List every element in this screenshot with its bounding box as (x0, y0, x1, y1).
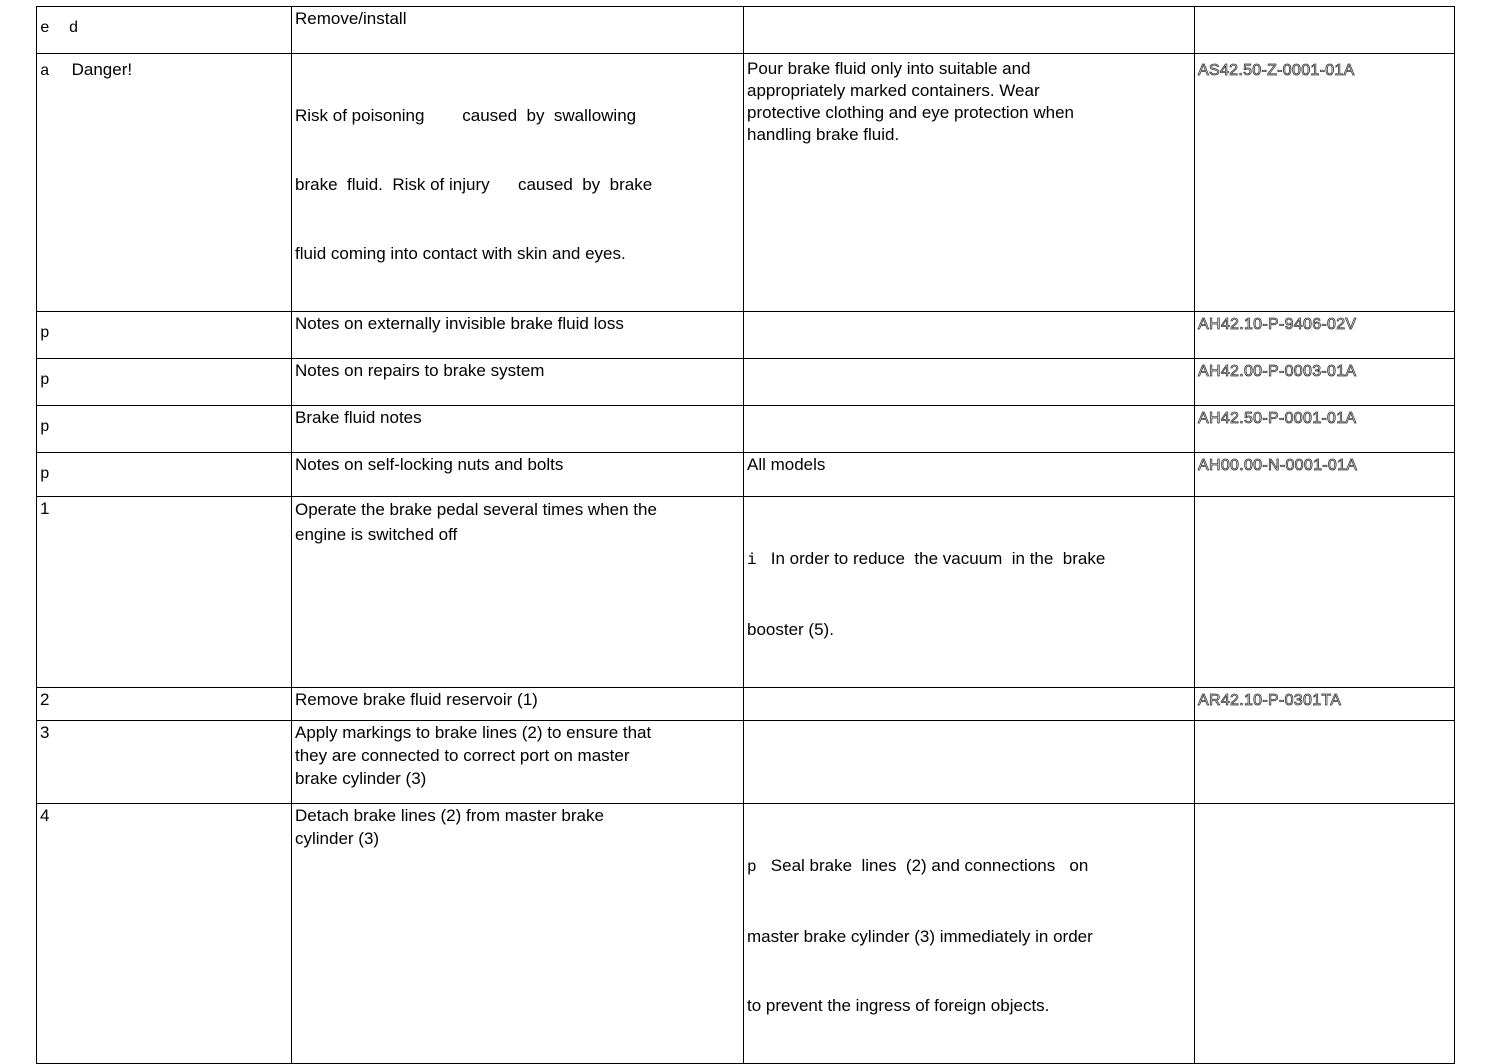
note-symbol-cell (37, 453, 292, 497)
note-ref-cell (1195, 359, 1455, 406)
note-symbol-cell (37, 312, 292, 359)
danger-label: Danger! (71, 60, 133, 79)
note-icon: p (40, 371, 50, 389)
step-number: 3 (40, 723, 50, 742)
note-text: Notes on self-locking nuts and bolts (295, 455, 564, 474)
note-ref-cell (1195, 453, 1455, 497)
step-number: 1 (40, 499, 50, 518)
note-text: Notes on externally invisible brake fluid loss (295, 314, 624, 333)
table-row-step (37, 688, 1455, 721)
danger-text-line: fluid coming into contact with skin and eyes. (295, 244, 626, 263)
note-symbol-cell (37, 359, 292, 406)
step-number: 2 (40, 690, 50, 709)
note-ref-link[interactable]: AH42.10-P-9406-02V (1198, 316, 1357, 333)
danger-text-line: Risk of poisoning caused by swallowing (295, 106, 637, 125)
danger-text-cell (292, 54, 744, 312)
procedure-table (36, 6, 1455, 1064)
step-text-cell (292, 497, 744, 688)
step-text-line: Apply markings to brake lines (2) to ensure that (295, 723, 652, 742)
note-extra-cell (744, 453, 1195, 497)
note-ref-cell (1195, 312, 1455, 359)
note-ref-cell (1195, 406, 1455, 453)
step-text-line: they are connected to correct port on master (295, 746, 630, 765)
step-note-cell (744, 688, 1195, 721)
step-text-line: cylinder (3) (295, 829, 380, 848)
header-note-cell (744, 7, 1195, 54)
note-text-cell (292, 359, 744, 406)
note-icon: p (40, 465, 50, 483)
danger-ref-cell (1195, 54, 1455, 312)
step-text-cell (292, 688, 744, 721)
danger-note-cell (744, 54, 1195, 312)
table-row-note (37, 453, 1455, 497)
step-text-line: Detach brake lines (2) from master brake (295, 806, 604, 825)
header-symbols: e d (40, 19, 79, 37)
step-ref-link[interactable]: AR42.10-P-0301TA (1198, 692, 1342, 709)
header-title: Remove/install (295, 9, 407, 28)
step-text-line: brake cylinder (3) (295, 769, 427, 788)
table-row-note (37, 359, 1455, 406)
note-ref-link[interactable]: AH42.00-P-0003-01A (1198, 363, 1357, 380)
step-note-line (747, 854, 1194, 879)
header-title-cell (292, 7, 744, 54)
step-text-cell (292, 721, 744, 804)
note-text-cell (292, 312, 744, 359)
step-note-text: In order to reduce the vacuum in the brake (756, 549, 1106, 568)
step-note-line: booster (5). (747, 620, 834, 639)
step-note-cell (744, 497, 1195, 688)
note-text: Brake fluid notes (295, 408, 422, 427)
step-ref-cell (1195, 721, 1455, 804)
note-icon: p (747, 858, 757, 876)
step-text-cell (292, 804, 744, 1064)
step-number-cell (37, 721, 292, 804)
note-extra: All models (747, 455, 826, 474)
step-number-cell (37, 497, 292, 688)
step-text-line: engine is switched off (295, 525, 458, 544)
step-number-cell (37, 688, 292, 721)
danger-ref-link[interactable]: AS42.50-Z-0001-01A (1198, 62, 1355, 79)
step-number-cell (37, 804, 292, 1064)
table-row-step (37, 721, 1455, 804)
table-row-step (37, 804, 1455, 1064)
note-extra-cell (744, 359, 1195, 406)
note-ref-link[interactable]: AH00.00-N-0001-01A (1198, 457, 1358, 474)
step-ref-cell (1195, 804, 1455, 1064)
table-row-header (37, 7, 1455, 54)
note-icon: p (40, 324, 50, 342)
note-icon: p (40, 418, 50, 436)
step-note-text: Seal brake lines (2) and connections on (756, 856, 1089, 875)
step-text-line: Remove brake fluid reservoir (1) (295, 690, 538, 709)
note-text-cell (292, 453, 744, 497)
danger-label-cell (37, 54, 292, 312)
step-text-line: Operate the brake pedal several times when the (295, 500, 657, 519)
note-text: Notes on repairs to brake system (295, 361, 545, 380)
step-ref-cell (1195, 497, 1455, 688)
danger-note-line: protective clothing and eye protection when (747, 103, 1074, 122)
note-ref-link[interactable]: AH42.50-P-0001-01A (1198, 410, 1357, 427)
info-icon: i (747, 551, 757, 569)
danger-note-line: Pour brake fluid only into suitable and (747, 59, 1031, 78)
note-extra-cell (744, 406, 1195, 453)
note-text-cell (292, 406, 744, 453)
step-note-line (747, 547, 1194, 572)
danger-note-line: appropriately marked containers. Wear (747, 81, 1040, 100)
step-ref-cell (1195, 688, 1455, 721)
table-row-note (37, 312, 1455, 359)
step-note-line: master brake cylinder (3) immediately in order (747, 927, 1093, 946)
danger-text-line: brake fluid. Risk of injury caused by brake (295, 175, 653, 194)
table-row-step (37, 497, 1455, 688)
header-symbols-cell (37, 7, 292, 54)
header-ref-cell (1195, 7, 1455, 54)
note-extra-cell (744, 312, 1195, 359)
danger-icon: a (40, 62, 50, 80)
table-row-note (37, 406, 1455, 453)
step-note-line: to prevent the ingress of foreign objects. (747, 996, 1050, 1015)
note-symbol-cell (37, 406, 292, 453)
step-note-cell (744, 721, 1195, 804)
danger-note-line: handling brake fluid. (747, 125, 900, 144)
table-row-danger (37, 54, 1455, 312)
step-note-cell (744, 804, 1195, 1064)
step-number: 4 (40, 806, 50, 825)
